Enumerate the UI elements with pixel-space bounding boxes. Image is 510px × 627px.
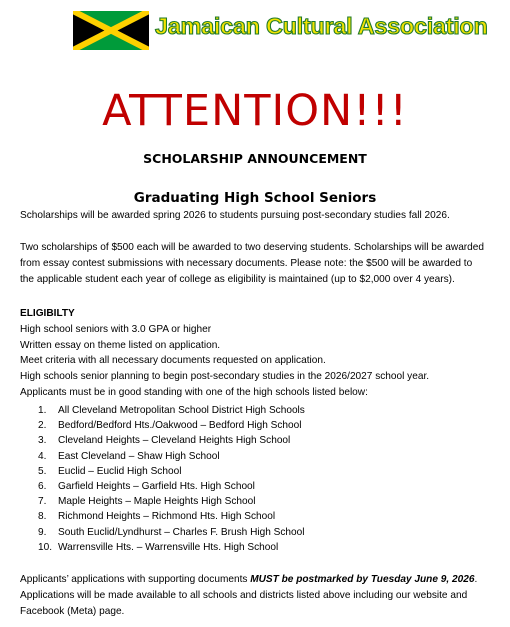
- eligibility-section: [20, 306, 505, 401]
- intro-text: Scholarships will be awarded spring 2026 to students pursuing post-secondary studies fall 2026.: [20, 210, 450, 221]
- deadline-emphasis: MUST be postmarked by Tuesday June 9, 2026: [250, 574, 475, 585]
- school-name: Warrensville Hts. – Warrensville Hts. High School: [58, 541, 279, 553]
- list-item: [20, 509, 505, 524]
- eligibility-heading: ELIGIBILTY: [20, 308, 75, 319]
- school-name: Maple Heights – Maple Heights High School: [58, 496, 256, 508]
- list-number: 8.: [38, 511, 47, 523]
- eligibility-criterion: High schools senior planning to begin post-secondary studies in the 2026/2027 school year.: [20, 371, 430, 383]
- list-number: 4.: [38, 450, 47, 462]
- details-line: from essay contest submissions with necessary documents. Please note: the $500 will be awarded to: [20, 257, 473, 269]
- deadline-prefix: Applicants’ applications with supporting documents: [20, 574, 251, 585]
- list-number: 5.: [38, 465, 47, 477]
- eligibility-criterion: Applicants must be in good standing with one of the high schools listed below:: [20, 386, 368, 398]
- footer-paragraph: [20, 572, 505, 619]
- details-paragraph: [20, 240, 505, 287]
- organization-name: Jamaican Cultural Association: [155, 13, 488, 39]
- list-item: [20, 418, 505, 433]
- list-item: [20, 525, 505, 540]
- list-item: [20, 464, 505, 479]
- eligibility-criterion: Written essay on theme listed on application.: [20, 339, 221, 351]
- list-number: 9.: [38, 526, 47, 538]
- details-line: Two scholarships of $500 each will be awarded to two deserving students. Scholarships will be awarded: [20, 242, 485, 253]
- header: [0, 6, 510, 52]
- announcement-heading: SCHOLARSHIP ANNOUNCEMENT: [143, 151, 367, 166]
- school-name: East Cleveland – Shaw High School: [58, 450, 220, 462]
- list-number: 1.: [38, 405, 47, 416]
- school-name: Euclid – Euclid High School: [58, 465, 182, 477]
- eligibility-criterion: Meet criteria with all necessary documents requested on application.: [20, 355, 326, 367]
- school-name: Cleveland Heights – Cleveland Heights High School: [58, 435, 291, 447]
- list-item: [20, 479, 505, 494]
- list-number: 3.: [38, 435, 47, 447]
- intro-paragraph: [20, 208, 505, 224]
- school-name: South Euclid/Lyndhurst – Charles F. Brush High School: [58, 526, 305, 538]
- availability-line: Applications will be made available to all schools and districts listed above including our website and: [20, 589, 468, 601]
- jamaican-flag-icon: [73, 11, 149, 50]
- details-line: the applicable student each year of college as eligibility is maintained (up to $2,000 over 4 years).: [20, 273, 455, 285]
- list-item: [20, 449, 505, 464]
- availability-line: Facebook (Meta) page.: [20, 605, 125, 617]
- list-number: 10.: [38, 541, 53, 553]
- audience-heading: Graduating High School Seniors: [133, 190, 377, 206]
- school-name: Garfield Heights – Garfield Hts. High School: [58, 481, 255, 493]
- list-item: [20, 433, 505, 448]
- attention-heading: ATTENTION!!!: [102, 86, 408, 136]
- eligibility-criterion: High school seniors with 3.0 GPA or higher: [20, 323, 212, 335]
- deadline-suffix: .: [474, 574, 478, 585]
- school-name: All Cleveland Metropolitan School District High Schools: [58, 405, 305, 416]
- list-item: [20, 494, 505, 509]
- list-item: [20, 540, 505, 555]
- list-item: [20, 403, 505, 418]
- school-name: Bedford/Bedford Hts./Oakwood – Bedford High School: [58, 420, 302, 432]
- list-number: 6.: [38, 481, 47, 493]
- deadline-line: [20, 572, 505, 588]
- school-name: Richmond Heights – Richmond Hts. High School: [58, 511, 276, 523]
- list-number: 7.: [38, 496, 47, 508]
- list-number: 2.: [38, 420, 47, 432]
- school-list: [20, 403, 505, 555]
